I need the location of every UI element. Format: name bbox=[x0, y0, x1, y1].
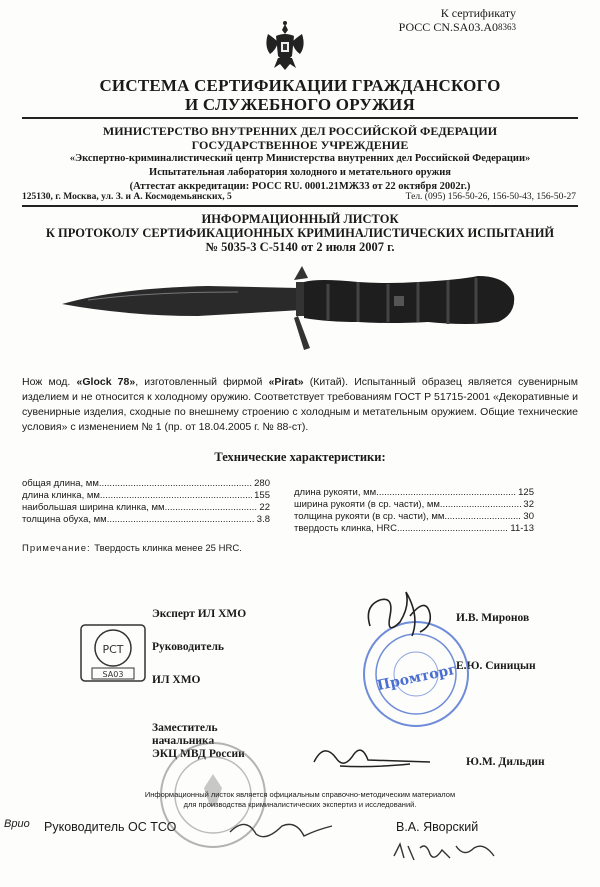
cert-ref-line1: К сертификату bbox=[440, 6, 516, 20]
spec-value: 32 bbox=[523, 499, 534, 510]
spec-value: 280 bbox=[254, 478, 270, 489]
spec-value: 22 bbox=[259, 502, 270, 513]
signature-dildin bbox=[310, 738, 440, 774]
ministry-line4: Испытательная лаборатория холодного и метательного оружия bbox=[149, 167, 451, 178]
lab-label: ИЛ ХМО bbox=[152, 674, 201, 686]
spec-leader-dots bbox=[165, 502, 258, 514]
spec-row bbox=[294, 523, 534, 535]
name-dildin: Ю.М. Дильдин bbox=[466, 756, 545, 768]
ministry-line3: «Экспертно-криминалистический центр Министерства внутренних дел Российской Федерации» bbox=[69, 153, 531, 164]
spec-leader-dots bbox=[440, 499, 522, 511]
spec-value: 11-13 bbox=[510, 523, 534, 534]
ministry-line2: ГОСУДАРСТВЕННОЕ УЧРЕЖДЕНИЕ bbox=[191, 138, 409, 152]
signature-yavorsky bbox=[390, 838, 500, 868]
info-sheet-header bbox=[0, 212, 600, 254]
spec-value: 3.8 bbox=[256, 514, 270, 525]
name-mironov: И.В. Миронов bbox=[456, 612, 530, 624]
system-title bbox=[0, 76, 600, 114]
spec-leader-dots bbox=[107, 514, 255, 526]
note-label: Примечание: bbox=[22, 543, 91, 554]
divider-top bbox=[22, 117, 578, 119]
spec-row bbox=[22, 478, 270, 490]
specs-title: Технические характеристики: bbox=[214, 450, 386, 464]
footer-note-line2: для производства криминалистических экспертиз и исследований. bbox=[183, 800, 417, 809]
desc-part3: (Китай). Испытанный образец является сувенирным изделием и не относится к холодному оружию. Соответствует требованиям ГОСТ Р 51715-2001 «Декоративные и сувенирные изделия, сходные по внешнему строению с холодным и метательным оружием. Общие технические условия» с изменением № 1 (пр. от 18.04.2005 г. № 88-ст). bbox=[22, 376, 579, 433]
note-text: Твердость клинка менее 25 HRC. bbox=[94, 543, 242, 554]
spec-value: 155 bbox=[254, 490, 270, 501]
description bbox=[22, 375, 578, 435]
spec-label: ширина рукояти (в ср. части), мм bbox=[294, 499, 440, 510]
knife-photo bbox=[58, 262, 518, 362]
spec-row bbox=[294, 487, 534, 499]
specs-left-column bbox=[22, 478, 270, 526]
address: 125130, г. Москва, ул. З. и А. Космодемьянских, 5 bbox=[22, 192, 232, 202]
rst-certification-mark-icon bbox=[80, 624, 146, 682]
info-subtitle: К ПРОТОКОЛУ СЕРТИФИКАЦИОННЫХ КРИМИНАЛИСТИЧЕСКИХ ИСПЫТАНИЙ bbox=[45, 226, 555, 240]
certificate-reference bbox=[399, 6, 516, 34]
os-head-label: Руководитель ОС ТСО bbox=[44, 820, 177, 834]
protocol-number: № 5035-3 С-5140 от 2 июля 2007 г. bbox=[205, 240, 395, 254]
system-title-line1: СИСТЕМА СЕРТИФИКАЦИИ ГРАЖДАНСКОГО bbox=[99, 76, 501, 95]
footer-note bbox=[0, 790, 600, 810]
name-sinitsyn: Е.Ю. Синицын bbox=[456, 660, 536, 672]
spec-leader-dots bbox=[444, 511, 521, 523]
system-title-line2: И СЛУЖЕБНОГО ОРУЖИЯ bbox=[185, 95, 415, 114]
phone: Тел. (095) 156-50-26, 156-50-43, 156-50-27 bbox=[405, 192, 576, 202]
spec-leader-dots bbox=[99, 478, 252, 490]
os-head-name: В.А. Яворский bbox=[396, 820, 479, 834]
knife-model: «Glock 78» bbox=[76, 376, 136, 388]
spec-label: твердость клинка, HRC bbox=[294, 523, 398, 534]
ministry-header bbox=[0, 124, 600, 194]
rst-mark-text: РСТ bbox=[102, 643, 124, 656]
spec-label: общая длина, мм bbox=[22, 478, 99, 489]
deputy-line3: ЭКЦ МВД России bbox=[152, 748, 245, 760]
expert-label: Эксперт ИЛ ХМО bbox=[152, 608, 247, 620]
cert-ref-number-suffix: 8363 bbox=[498, 22, 516, 32]
footer-note-line1: Информационный листок является официальным справочно-методическим материалом bbox=[144, 790, 456, 799]
spec-value: 125 bbox=[518, 487, 534, 498]
spec-value: 30 bbox=[523, 511, 534, 522]
info-title: ИНФОРМАЦИОННЫЙ ЛИСТОК bbox=[201, 212, 399, 226]
spec-row bbox=[22, 502, 270, 514]
rst-code-text: SA03 bbox=[102, 670, 124, 679]
signature-head-os bbox=[226, 812, 336, 846]
spec-row bbox=[22, 514, 270, 526]
specs-right-column bbox=[294, 487, 534, 535]
spec-label: толщина обуха, мм bbox=[22, 514, 107, 525]
head-label: Руководитель bbox=[152, 641, 224, 653]
double-headed-eagle-emblem-icon bbox=[262, 20, 308, 72]
ministry-line5: (Аттестат аккредитации: РОСС RU. 0001.21МЖ33 от 22 октября 2002г.) bbox=[129, 181, 471, 192]
signature-mironov bbox=[360, 586, 440, 646]
deputy-line2: начальника bbox=[152, 735, 215, 747]
knife-maker: «Pirat» bbox=[268, 376, 304, 388]
cert-ref-line2 bbox=[399, 20, 516, 34]
spec-leader-dots bbox=[397, 523, 508, 535]
note bbox=[22, 543, 242, 554]
cert-ref-number: РОСС CN.SA03.A0 bbox=[398, 20, 498, 34]
spec-label: длина клинка, мм bbox=[22, 490, 100, 501]
spec-leader-dots bbox=[100, 490, 252, 502]
spec-label: толщина рукояти (в ср. части), мм bbox=[294, 511, 445, 522]
handwritten-note: Вриo bbox=[4, 818, 30, 830]
spec-label: наибольшая ширина клинка, мм bbox=[22, 502, 165, 513]
divider-middle bbox=[22, 205, 578, 207]
spec-label: длина рукояти, мм bbox=[294, 487, 377, 498]
deputy-line1: Заместитель bbox=[152, 722, 218, 734]
company-stamp-text: Промторг bbox=[375, 661, 459, 695]
spec-row bbox=[294, 499, 534, 511]
desc-part1: Нож мод. bbox=[22, 376, 77, 388]
spec-leader-dots bbox=[376, 487, 516, 499]
spec-row bbox=[294, 511, 534, 523]
desc-part2: , изготовленный фирмой bbox=[135, 376, 269, 388]
spec-row bbox=[22, 490, 270, 502]
ministry-line1: МИНИСТЕРСТВО ВНУТРЕННИХ ДЕЛ РОССИЙСКОЙ ФЕДЕРАЦИИ bbox=[102, 124, 498, 138]
